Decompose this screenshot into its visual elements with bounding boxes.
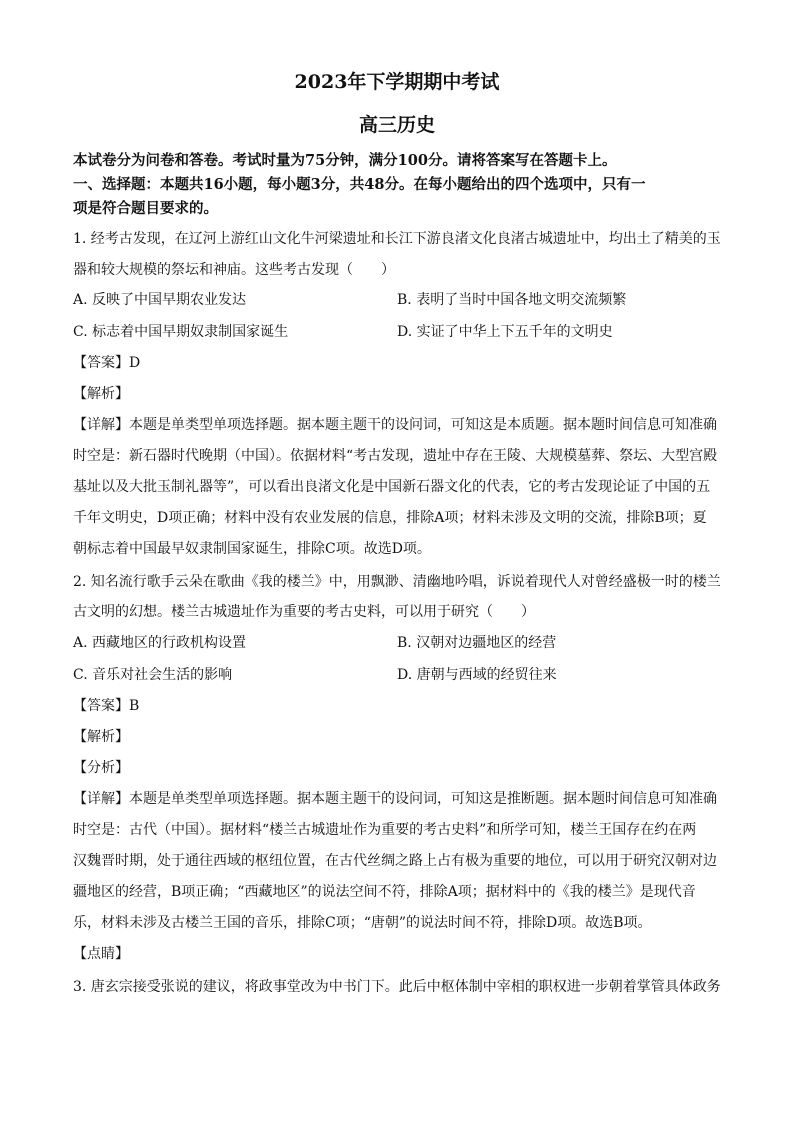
q1-detail-line4: 千年文明史，D项正确；材料中没有农业发展的信息，排除A项；材料未涉及文明的交流，排除B项；夏 <box>73 510 707 526</box>
q1-stem-line1: 1. 经考古发现，在辽河上游红山文化牛河梁遗址和长江下游良渚文化良渚古城遗址中，均出土了精美的玉 <box>73 231 721 247</box>
q1-option-b: B. 表明了当时中国各地文明交流频繁 <box>397 292 627 308</box>
q2-detail-line2: 时空是：古代（中国）。据材料“楼兰古城遗址作为重要的考古史料”和所学可知，楼兰王国存在约在两 <box>73 822 697 838</box>
q2-option-a: A. 西藏地区的行政机构设置 <box>73 635 247 651</box>
subject-title: 高三历史 <box>358 114 435 136</box>
q2-analysis-label: 【解析】 <box>73 729 129 745</box>
q2-option-b: B. 汉朝对边疆地区的经营 <box>397 635 557 651</box>
q2-detail-line1: 【详解】本题是单类型单项选择题。据本题主题干的设问词，可知这是推断题。据本题时间信息可知准确 <box>73 791 717 807</box>
section-heading-line1: 一、选择题：本题共16小题，每小题3分，共48分。在每小题给出的四个选项中，只有一 <box>73 176 646 193</box>
section-heading-line2: 项是符合题目要求的。 <box>73 200 218 217</box>
q2-fenxi-label: 【分析】 <box>73 760 129 776</box>
q2-stem-line1: 2. 知名流行歌手云朵在歌曲《我的楼兰》中，用飘渺、清幽地吟唱，诉说着现代人对曾经盛极一时的楼兰 <box>73 574 721 590</box>
q1-option-d: D. 实证了中华上下五千年的文明史 <box>397 324 613 340</box>
q1-detail-line3: 基址以及大批玉制礼器等”，可以看出良渚文化是中国新石器文化的代表，它的考古发现论证了中国的五 <box>73 479 711 495</box>
exam-instructions: 本试卷分为问卷和答卷。考试时量为75分钟，满分100分。请将答案写在答题卡上。 <box>73 152 617 169</box>
q2-detail-line5: 乐，材料未涉及古楼兰王国的音乐，排除C项；“唐朝”的说法时间不符，排除D项。故选B项。 <box>73 915 652 931</box>
q2-answer: 【答案】B <box>73 698 140 714</box>
q1-analysis-label: 【解析】 <box>73 386 129 402</box>
q1-stem-line2: 器和较大规模的祭坛和神庙。这些考古发现（ ） <box>73 262 395 278</box>
q2-option-d: D. 唐朝与西域的经贸往来 <box>397 667 557 683</box>
q2-detail-line3: 汉魏晋时期，处于通往西域的枢纽位置，在古代丝绸之路上占有极为重要的地位，可以用于研究汉朝对边 <box>73 853 717 869</box>
q2-option-c: C. 音乐对社会生活的影响 <box>73 667 233 683</box>
q2-dianjing-label: 【点睛】 <box>73 946 129 962</box>
q1-detail-line5: 朝标志着中国最早奴隶制国家诞生，排除C项。故选D项。 <box>73 541 431 557</box>
q2-stem-line2: 古文明的幻想。楼兰古城遗址作为重要的考古史料，可以用于研究（ ） <box>73 604 535 620</box>
q1-detail-line2: 时空是：新石器时代晚期（中国）。依据材料“考古发现，遗址中存在王陵、大规模墓葬、祭坛、大型宫殿 <box>73 448 718 464</box>
q3-stem-line1: 3. 唐玄宗接受张说的建议，将政事堂改为中书门下。此后中枢体制中宰相的职权进一步朝着掌管具体政务 <box>73 979 721 995</box>
q2-detail-line4: 疆地区的经营，B项正确；“西藏地区”的说法空间不符，排除A项；据材料中的《我的楼兰》是现代音 <box>73 884 696 900</box>
exam-title: 2023年下学期期中考试 <box>294 71 500 93</box>
q1-detail-line1: 【详解】本题是单类型单项选择题。据本题主题干的设问词，可知这是本质题。据本题时间信息可知准确 <box>73 417 717 433</box>
q1-option-a: A. 反映了中国早期农业发达 <box>73 292 247 308</box>
q1-option-c: C. 标志着中国早期奴隶制国家诞生 <box>73 324 289 340</box>
q1-answer: 【答案】D <box>73 355 141 371</box>
